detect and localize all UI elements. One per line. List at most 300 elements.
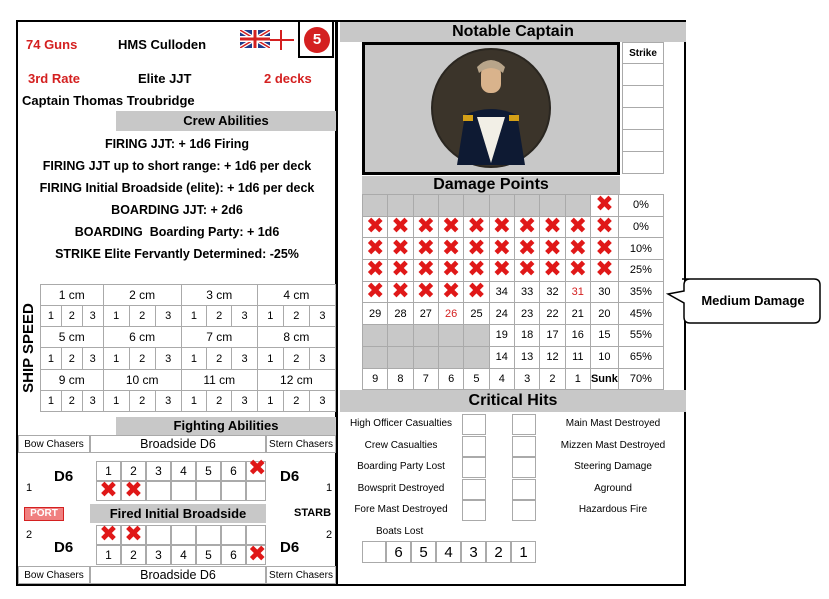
- damage-mark-icon: ✖: [492, 235, 512, 261]
- damage-cell[interactable]: [438, 235, 463, 261]
- damage-cell[interactable]: [413, 325, 438, 347]
- broadside-mark-box[interactable]: [146, 481, 171, 501]
- damage-cell[interactable]: [388, 346, 413, 368]
- bow-chasers-bottom: Bow Chasers: [18, 566, 90, 584]
- broadside-mark-box[interactable]: [171, 525, 196, 545]
- speed-step-box[interactable]: 3: [309, 348, 335, 369]
- damage-cell[interactable]: 11: [565, 346, 590, 368]
- damage-cell[interactable]: 34: [489, 281, 514, 303]
- damage-mark-icon: ✖: [595, 192, 614, 218]
- damage-cell[interactable]: 26: [438, 303, 463, 325]
- speed-step-box[interactable]: 1: [181, 390, 206, 411]
- damage-cell[interactable]: 31: [565, 281, 590, 303]
- damage-mark-icon: ✖: [517, 235, 537, 261]
- damage-mark-icon: ✖: [441, 257, 461, 283]
- damage-percent: 0%: [618, 195, 663, 217]
- damage-percent: 55%: [618, 325, 663, 347]
- speed-cm: 10 cm: [103, 369, 181, 390]
- damage-cell[interactable]: [489, 216, 514, 238]
- damage-table: [362, 194, 664, 390]
- speed-step-box[interactable]: 1: [257, 390, 283, 411]
- damage-cell[interactable]: 10: [590, 346, 618, 368]
- damage-cell[interactable]: [413, 257, 438, 283]
- strike-box[interactable]: [622, 152, 664, 174]
- damage-mark-icon: ✖: [568, 235, 587, 261]
- broadside-bottom-marks: [96, 522, 266, 547]
- critical-right-item: Main Mast Destroyed: [565, 418, 661, 429]
- speed-step-box[interactable]: 3: [232, 348, 257, 369]
- critical-box-right[interactable]: [512, 436, 536, 457]
- stern-chasers-top: Stern Chasers: [266, 435, 336, 453]
- damage-cell[interactable]: 4: [489, 368, 514, 390]
- damage-cell[interactable]: [413, 281, 438, 303]
- speed-step-row: [41, 348, 336, 369]
- damage-cell[interactable]: [464, 281, 489, 303]
- strike-column: [622, 42, 664, 176]
- status-panel: [340, 22, 686, 584]
- damage-cell[interactable]: [388, 235, 413, 261]
- damage-percent: 25%: [618, 260, 663, 282]
- damage-mark-icon: ✖: [517, 257, 537, 283]
- damage-mark-icon: ✖: [391, 214, 410, 240]
- speed-step-box[interactable]: 3: [232, 306, 257, 327]
- critical-track-box[interactable]: 4: [436, 541, 461, 563]
- damage-cell[interactable]: 19: [489, 325, 514, 347]
- damage-row: [363, 216, 664, 238]
- speed-step-box[interactable]: 2: [61, 306, 82, 327]
- broadside-mark-box[interactable]: [196, 481, 221, 501]
- broadside-top: Broadside D6: [90, 435, 266, 453]
- speed-step-box[interactable]: 3: [155, 306, 181, 327]
- damage-cell[interactable]: [388, 281, 413, 303]
- strike-box[interactable]: [622, 108, 664, 130]
- damage-row: [363, 303, 664, 325]
- speed-step-box[interactable]: 3: [82, 348, 103, 369]
- critical-track-box[interactable]: 1: [511, 541, 536, 563]
- damage-cell[interactable]: [565, 216, 590, 238]
- damage-cell[interactable]: 15: [590, 325, 618, 347]
- hit-mark-icon: ✖: [99, 478, 118, 503]
- speed-step-box[interactable]: 2: [283, 306, 309, 327]
- speed-step-box[interactable]: 1: [257, 348, 283, 369]
- broadside-box[interactable]: 5: [196, 545, 221, 565]
- speed-step-box[interactable]: 2: [129, 306, 155, 327]
- damage-mark-icon: ✖: [441, 214, 461, 240]
- damage-cell[interactable]: [363, 257, 388, 283]
- damage-cell[interactable]: [514, 235, 539, 261]
- rate-label: 3rd Rate: [28, 71, 81, 86]
- damage-cell[interactable]: [363, 195, 388, 217]
- damage-cell[interactable]: [590, 235, 618, 261]
- guns-label: 74 Guns: [26, 37, 78, 52]
- damage-cell[interactable]: [540, 257, 565, 283]
- captain-name: Captain Thomas Troubridge: [22, 93, 195, 108]
- critical-left-item: Bowsprit Destroyed: [357, 482, 445, 494]
- damage-cell[interactable]: 30: [590, 281, 618, 303]
- speed-step-row: [41, 306, 336, 327]
- speed-step-box[interactable]: 2: [207, 390, 232, 411]
- critical-track-box[interactable]: 3: [461, 541, 486, 563]
- damage-percent: 45%: [618, 303, 663, 325]
- damage-mark-icon: ✖: [416, 257, 436, 283]
- damage-cell[interactable]: [388, 257, 413, 283]
- crew-ability-line: [18, 199, 336, 221]
- speed-step-box[interactable]: 1: [103, 306, 129, 327]
- speed-step-box[interactable]: 2: [283, 390, 309, 411]
- bow-chasers-top: Bow Chasers: [18, 435, 90, 453]
- speed-step-box[interactable]: 2: [207, 306, 232, 327]
- damage-cell[interactable]: 16: [565, 325, 590, 347]
- critical-track-box[interactable]: 6: [386, 541, 411, 563]
- speed-step-box[interactable]: 1: [257, 306, 283, 327]
- broadside-mark-box[interactable]: [121, 478, 146, 503]
- critical-left-item: Crew Casualties: [364, 439, 438, 451]
- damage-cell[interactable]: 9: [363, 368, 388, 390]
- damage-cell[interactable]: [413, 195, 438, 217]
- ship-panel: [18, 22, 338, 584]
- speed-step-box[interactable]: 3: [309, 306, 335, 327]
- critical-right-list: [540, 414, 686, 524]
- crew-ability-keyword: FIRING: [39, 181, 82, 195]
- damage-cell[interactable]: [363, 325, 388, 347]
- stern-d6-bottom: D6: [280, 539, 300, 556]
- stern-two: 2: [326, 529, 333, 541]
- damage-cell[interactable]: [363, 281, 388, 303]
- starb-tag: STARB: [294, 507, 332, 519]
- broadside-mark-box[interactable]: [196, 525, 221, 545]
- ship-card: [16, 20, 686, 586]
- damage-mark-icon: ✖: [365, 214, 385, 240]
- speed-step-box[interactable]: 1: [41, 306, 62, 327]
- critical-box-right[interactable]: [512, 479, 536, 500]
- critical-box-left[interactable]: [462, 479, 486, 500]
- damage-cell[interactable]: 23: [514, 303, 539, 325]
- speed-cm: 3 cm: [181, 285, 257, 306]
- speed-step-box[interactable]: 2: [61, 348, 82, 369]
- damage-row: [363, 368, 664, 390]
- broadside-mark-box[interactable]: [171, 481, 196, 501]
- crew-ability-keyword: STRIKE: [55, 247, 101, 261]
- damage-mark-icon: ✖: [568, 214, 587, 240]
- damage-cell[interactable]: [363, 235, 388, 261]
- damage-cell[interactable]: [565, 257, 590, 283]
- crew-ability-line: [18, 243, 336, 265]
- critical-box-left[interactable]: [462, 436, 486, 457]
- flag-line: [270, 39, 294, 41]
- speed-step-box[interactable]: 3: [309, 390, 335, 411]
- broadside-bottom: Broadside D6: [90, 566, 266, 584]
- critical-track-start[interactable]: [362, 541, 386, 563]
- strike-box[interactable]: [622, 64, 664, 86]
- broadside-mark-box[interactable]: [221, 525, 246, 545]
- speed-step-box[interactable]: 2: [129, 390, 155, 411]
- damage-mark-icon: ✖: [365, 257, 385, 283]
- damage-mark-icon: ✖: [365, 279, 385, 305]
- damage-cell[interactable]: [565, 235, 590, 261]
- union-flag-icon: [240, 30, 270, 48]
- damage-cell[interactable]: [464, 325, 489, 347]
- damage-cell[interactable]: 3: [514, 368, 539, 390]
- damage-cell[interactable]: 1: [565, 368, 590, 390]
- crew-ability-text: JJT up to short range: + 1d6 per deck: [85, 159, 312, 173]
- notable-captain-header: Notable Captain: [340, 22, 686, 42]
- damage-mark-icon: ✖: [492, 257, 512, 283]
- crew-ability-text: JJT: + 1d6 Firing: [147, 137, 250, 151]
- crew-abilities-list: [18, 133, 336, 265]
- damage-cell[interactable]: 2: [540, 368, 565, 390]
- damage-cell[interactable]: [413, 346, 438, 368]
- captain-portrait: [365, 45, 617, 172]
- damage-mark-icon: ✖: [391, 257, 410, 283]
- damage-cell[interactable]: [590, 192, 618, 218]
- damage-cell[interactable]: [565, 195, 590, 217]
- speed-label-row: [41, 327, 336, 348]
- damage-cell[interactable]: [540, 235, 565, 261]
- speed-step-row: [41, 390, 336, 411]
- speed-step-box[interactable]: 3: [232, 390, 257, 411]
- crew-ability-line: [18, 221, 336, 243]
- crew-ability-line: [18, 133, 336, 155]
- bow-d6-bottom: D6: [54, 539, 74, 556]
- medium-damage-callout: [664, 277, 824, 325]
- speed-cm: 7 cm: [181, 327, 257, 348]
- broadside-mark-box[interactable]: [246, 481, 266, 501]
- broadside-mark-box[interactable]: [146, 525, 171, 545]
- crew-ability-text: Boarding Party: + 1d6: [142, 225, 280, 239]
- damage-cell[interactable]: [489, 257, 514, 283]
- speed-step-box[interactable]: 1: [41, 348, 62, 369]
- flag-line-vert: [280, 30, 282, 50]
- broadside-mark-box[interactable]: [221, 481, 246, 501]
- damage-cell[interactable]: 22: [540, 303, 565, 325]
- damage-cell[interactable]: 18: [514, 325, 539, 347]
- damage-cell[interactable]: [590, 216, 618, 238]
- damage-mark-icon: ✖: [595, 214, 614, 240]
- speed-step-box[interactable]: 3: [82, 306, 103, 327]
- critical-right-item: Aground: [594, 482, 632, 494]
- speed-step-box[interactable]: 3: [155, 348, 181, 369]
- damage-percent: 65%: [618, 346, 663, 368]
- ship-speed-label: SHIP SPEED: [20, 303, 37, 393]
- damage-row: [363, 281, 664, 303]
- crew-abilities-header: Crew Abilities: [116, 111, 336, 131]
- damage-mark-icon: ✖: [467, 257, 486, 283]
- damage-cell[interactable]: 13: [514, 346, 539, 368]
- broadside-top-boxes: [96, 456, 267, 481]
- damage-row: [363, 195, 664, 217]
- critical-right-item: Steering Damage: [574, 461, 652, 472]
- speed-step-box[interactable]: 3: [155, 390, 181, 411]
- broadside-box[interactable]: 2: [121, 461, 146, 481]
- damage-cell[interactable]: [590, 257, 618, 283]
- speed-label-row: [41, 285, 336, 306]
- broadside-box[interactable]: 3: [146, 461, 171, 481]
- damage-cell[interactable]: 28: [388, 303, 413, 325]
- critical-left-list: [340, 414, 480, 544]
- damage-mark-icon: ✖: [543, 235, 562, 261]
- broadside-box[interactable]: 6: [221, 545, 246, 565]
- damage-cell[interactable]: [464, 195, 489, 217]
- damage-cell[interactable]: 6: [438, 368, 463, 390]
- bow-d6-top: D6: [54, 468, 74, 485]
- broadside-box[interactable]: 1: [96, 545, 121, 565]
- critical-box-right[interactable]: [512, 500, 536, 521]
- damage-cell[interactable]: 24: [489, 303, 514, 325]
- damage-mark-icon: ✖: [416, 214, 436, 240]
- speed-step-box[interactable]: 2: [61, 390, 82, 411]
- damage-cell[interactable]: [540, 195, 565, 217]
- speed-step-box[interactable]: 1: [103, 348, 129, 369]
- damage-cell[interactable]: [388, 195, 413, 217]
- damage-mark-icon: ✖: [543, 214, 562, 240]
- critical-right-item: Hazardous Fire: [578, 504, 648, 515]
- speed-cm: 5 cm: [41, 327, 104, 348]
- stern-d6-top: D6: [280, 468, 300, 485]
- speed-step-box[interactable]: 3: [82, 390, 103, 411]
- hit-mark-icon: ✖: [248, 542, 267, 567]
- ship-name: HMS Culloden: [118, 37, 207, 52]
- broadside-box[interactable]: 4: [171, 545, 196, 565]
- speed-step-box[interactable]: 2: [207, 348, 232, 369]
- damage-mark-icon: ✖: [416, 279, 436, 305]
- strike-label: Strike: [622, 42, 664, 64]
- damage-cell[interactable]: [438, 325, 463, 347]
- hit-mark-icon: ✖: [99, 522, 118, 547]
- critical-box-left[interactable]: [462, 500, 486, 521]
- damage-cell[interactable]: [363, 346, 388, 368]
- damage-row: [363, 260, 664, 282]
- damage-cell[interactable]: [464, 346, 489, 368]
- damage-mark-icon: ✖: [467, 279, 486, 305]
- broadside-box[interactable]: 2: [121, 545, 146, 565]
- critical-left-item: Fore Mast Destroyed: [354, 504, 448, 515]
- broadside-box[interactable]: 1: [96, 461, 121, 481]
- broadside-box[interactable]: 5: [196, 461, 221, 481]
- damage-mark-icon: ✖: [568, 257, 587, 283]
- captain-portrait-frame: [362, 42, 620, 175]
- damage-mark-icon: ✖: [595, 257, 614, 283]
- broadside-mark-box[interactable]: [121, 522, 146, 547]
- broadside-mark-box[interactable]: [96, 522, 121, 547]
- fighting-grid: [18, 435, 336, 584]
- speed-cm: 8 cm: [257, 327, 335, 348]
- speed-step-box[interactable]: 1: [181, 348, 206, 369]
- guns-badge: 5: [304, 27, 330, 53]
- strike-box[interactable]: [622, 86, 664, 108]
- damage-cell[interactable]: [388, 325, 413, 347]
- damage-cell[interactable]: [438, 257, 463, 283]
- damage-cell[interactable]: 29: [363, 303, 388, 325]
- damage-cell[interactable]: [438, 216, 463, 238]
- damage-cell[interactable]: 5: [464, 368, 489, 390]
- critical-box-right[interactable]: [512, 414, 536, 435]
- damage-cell[interactable]: [438, 281, 463, 303]
- callout-text: Medium Damage: [701, 293, 805, 308]
- damage-cell[interactable]: [489, 195, 514, 217]
- damage-mark-icon: ✖: [467, 214, 486, 240]
- speed-step-box[interactable]: 2: [129, 348, 155, 369]
- damage-cell[interactable]: [489, 235, 514, 261]
- hit-mark-icon: ✖: [124, 522, 143, 547]
- damage-cell[interactable]: Sunk: [590, 368, 618, 390]
- damage-cell[interactable]: 12: [540, 346, 565, 368]
- damage-cell[interactable]: 14: [489, 346, 514, 368]
- ship-speed-label-wrap: [18, 284, 40, 412]
- damage-cell[interactable]: [514, 257, 539, 283]
- crew-ability-keyword: FIRING: [42, 159, 86, 173]
- critical-track-box[interactable]: 2: [486, 541, 511, 563]
- hit-mark-icon: ✖: [248, 456, 267, 481]
- speed-cm: 4 cm: [257, 285, 335, 306]
- damage-mark-icon: ✖: [595, 235, 614, 261]
- speed-step-box[interactable]: 1: [41, 390, 62, 411]
- damage-cell[interactable]: [363, 216, 388, 238]
- damage-cell[interactable]: [514, 195, 539, 217]
- bow-one: 1: [26, 482, 33, 494]
- damage-cell[interactable]: [413, 216, 438, 238]
- damage-cell[interactable]: [514, 216, 539, 238]
- crew-ability-keyword: BOARDING: [111, 203, 180, 217]
- damage-cell[interactable]: 27: [413, 303, 438, 325]
- damage-row: [363, 346, 664, 368]
- broadside-box[interactable]: 6: [221, 461, 246, 481]
- damage-cell[interactable]: [388, 216, 413, 238]
- speed-cm: 1 cm: [41, 285, 104, 306]
- damage-cell[interactable]: 32: [540, 281, 565, 303]
- damage-percent: 35%: [618, 281, 663, 303]
- damage-cell[interactable]: 20: [590, 303, 618, 325]
- critical-track-box[interactable]: 5: [411, 541, 436, 563]
- broadside-mark-box[interactable]: [96, 478, 121, 503]
- critical-box-right[interactable]: [512, 457, 536, 478]
- broadside-box[interactable]: 3: [146, 545, 171, 565]
- damage-cell[interactable]: [413, 235, 438, 261]
- damage-percent: 10%: [618, 238, 663, 260]
- critical-box-left[interactable]: [462, 457, 486, 478]
- crew-ability-line: [18, 155, 336, 177]
- speed-step-box[interactable]: 1: [103, 390, 129, 411]
- damage-cell[interactable]: [464, 216, 489, 238]
- broadside-box[interactable]: 4: [171, 461, 196, 481]
- damage-mark-icon: ✖: [492, 214, 512, 240]
- damage-cell[interactable]: [438, 195, 463, 217]
- stern-one: 1: [326, 482, 333, 494]
- damage-cell[interactable]: [464, 257, 489, 283]
- damage-mark-icon: ✖: [467, 235, 486, 261]
- critical-box-left[interactable]: [462, 414, 486, 435]
- strike-box[interactable]: [622, 130, 664, 152]
- damage-mark-icon: ✖: [365, 235, 385, 261]
- damage-cell[interactable]: [464, 235, 489, 261]
- damage-cell[interactable]: 25: [464, 303, 489, 325]
- damage-mark-icon: ✖: [441, 279, 461, 305]
- damage-cell[interactable]: 33: [514, 281, 539, 303]
- damage-cell[interactable]: 7: [413, 368, 438, 390]
- speed-step-box[interactable]: 1: [181, 306, 206, 327]
- decks-label: 2 decks: [264, 71, 312, 86]
- damage-cell[interactable]: [438, 346, 463, 368]
- speed-step-box[interactable]: 2: [283, 348, 309, 369]
- damage-cell[interactable]: 21: [565, 303, 590, 325]
- bow-two: 2: [26, 529, 33, 541]
- damage-mark-icon: ✖: [391, 235, 410, 261]
- hit-mark-icon: ✖: [124, 478, 143, 503]
- damage-cell[interactable]: [540, 216, 565, 238]
- damage-cell[interactable]: 8: [388, 368, 413, 390]
- damage-row: [363, 238, 664, 260]
- damage-cell[interactable]: 17: [540, 325, 565, 347]
- critical-track: [362, 541, 536, 563]
